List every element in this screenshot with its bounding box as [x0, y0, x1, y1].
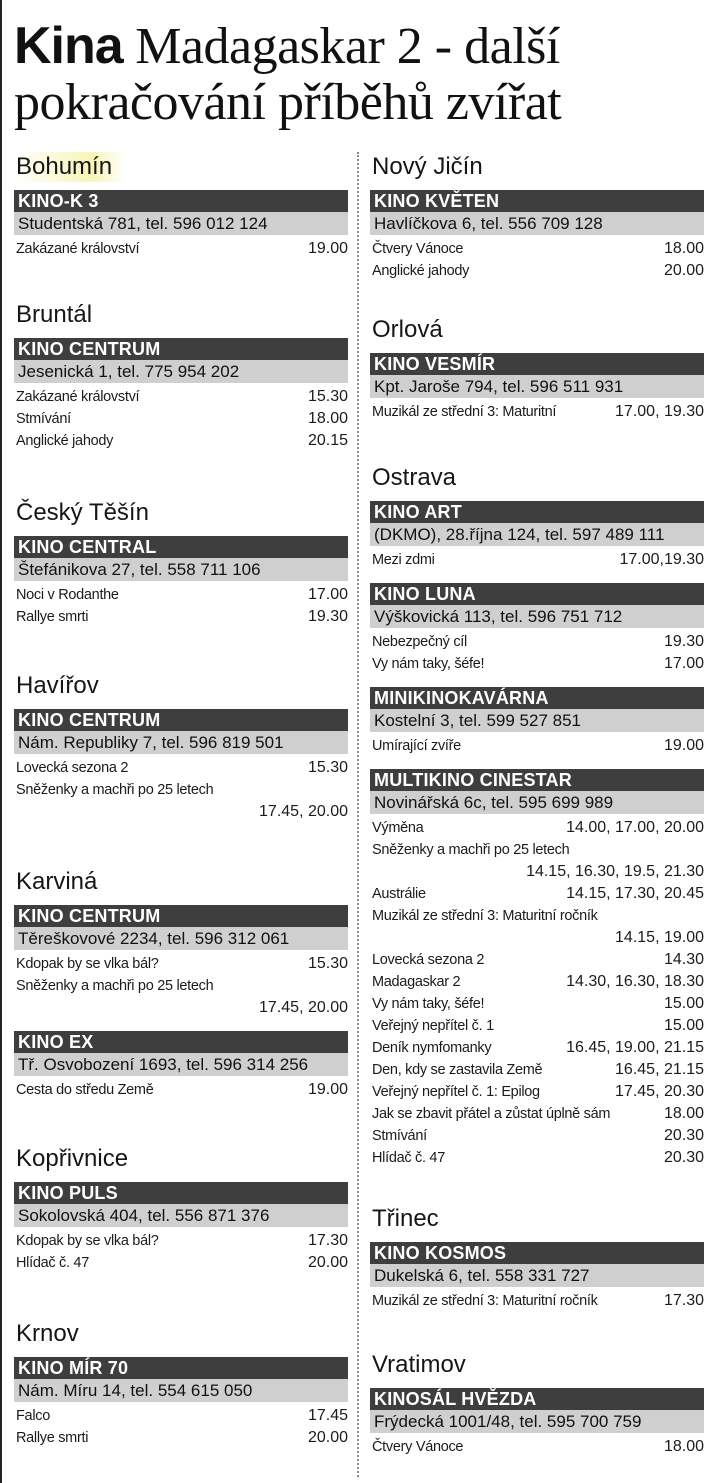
cinema-name: KINO-K 3	[14, 190, 348, 212]
show-times: 16.45, 21.15	[615, 1061, 704, 1078]
showtime-row	[370, 549, 704, 571]
show-times: 19.00	[307, 240, 348, 257]
showtime-row	[14, 1252, 348, 1274]
city-section	[14, 1319, 348, 1449]
film-title: Veřejný nepřítel č. 1	[372, 1018, 494, 1034]
showtime-row	[14, 779, 348, 823]
cinema-name: KINOSÁL HVĚZDA	[370, 1388, 704, 1410]
cinema-listing	[370, 687, 704, 757]
show-times: 19.00	[663, 737, 704, 754]
film-title: Vy nám taky, šéfe!	[372, 656, 485, 672]
film-title: Muzikál ze střední 3: Maturitní ročník	[372, 908, 598, 924]
cinema-address: Nám. Republiky 7, tel. 596 819 501	[14, 731, 348, 754]
cinema-address: Výškovická 113, tel. 596 751 712	[370, 605, 704, 628]
showtime-row	[370, 1103, 704, 1125]
show-times: 16.45, 19.00, 21.15	[566, 1039, 704, 1056]
film-title: Lovecká sezona 2	[372, 952, 485, 968]
showtime-row	[14, 1427, 348, 1449]
cinema-address: Nám. Míru 14, tel. 554 615 050	[14, 1379, 348, 1402]
cinema-listing	[370, 769, 704, 1169]
cinema-listing	[370, 353, 704, 423]
film-title: Čtvery Vánoce	[372, 1439, 464, 1455]
film-title: Den, kdy se zastavila Země	[372, 1062, 543, 1078]
show-times: 17.45, 20.00	[259, 803, 348, 820]
film-title: Stmívání	[16, 411, 71, 427]
film-title: Madagaskar 2	[372, 974, 461, 990]
showtime-row	[370, 1037, 704, 1059]
show-times: 14.15, 17.30, 20.45	[566, 885, 704, 902]
cinema-address: Tř. Osvobození 1693, tel. 596 314 256	[14, 1053, 348, 1076]
title-line-2: pokračování příběhů zvířat	[14, 74, 562, 131]
city-heading: Orlová	[372, 316, 443, 343]
city-heading: Bohumín	[14, 152, 126, 182]
film-title: Austrálie	[372, 886, 426, 902]
film-title: Sněženky a machři po 25 letech	[372, 842, 570, 858]
film-title: Čtvery Vánoce	[372, 241, 464, 257]
show-times: 20.00	[663, 262, 704, 279]
showtime-row	[370, 1436, 704, 1458]
show-times: 17.00,19.30	[619, 551, 704, 568]
city-heading: Havířov	[16, 672, 99, 699]
show-times: 18.00	[307, 410, 348, 427]
cinema-address: Štefánikova 27, tel. 558 711 106	[14, 558, 348, 581]
show-times: 15.30	[307, 955, 348, 972]
show-times: 14.30, 16.30, 18.30	[566, 973, 704, 990]
film-title: Falco	[16, 1408, 50, 1424]
city-section	[14, 1144, 348, 1274]
cinema-address: Sokolovská 404, tel. 556 871 376	[14, 1204, 348, 1227]
film-title: Veřejný nepřítel č. 1: Epilog	[372, 1084, 540, 1100]
showtime-row	[370, 993, 704, 1015]
film-title: Nebezpečný cíl	[372, 634, 467, 650]
cinema-listing	[14, 190, 348, 260]
page-title	[14, 18, 714, 131]
cinema-name: KINO ART	[370, 501, 704, 523]
film-title: Výměna	[372, 820, 424, 836]
cinema-listing	[370, 190, 704, 282]
cinema-address: Kpt. Jaroše 794, tel. 596 511 931	[370, 375, 704, 398]
film-title: Muzikál ze střední 3: Maturitní ročník	[372, 1293, 598, 1309]
cinema-name: KINO KOSMOS	[370, 1242, 704, 1264]
showtime-row	[370, 883, 704, 905]
city-heading: Nový Jičín	[372, 153, 483, 180]
showtime-row	[370, 839, 704, 883]
show-times: 20.00	[307, 1429, 348, 1446]
showtime-row	[370, 949, 704, 971]
cinema-name: KINO CENTRUM	[14, 338, 348, 360]
show-times: 17.00	[307, 586, 348, 603]
showtime-row	[14, 430, 348, 452]
city-section	[14, 152, 348, 260]
showtime-row	[370, 1125, 704, 1147]
showtime-row	[370, 401, 704, 423]
film-title: Noci v Rodanthe	[16, 587, 119, 603]
city-heading: Karviná	[16, 868, 98, 895]
city-section	[370, 152, 704, 282]
city-section	[14, 867, 348, 1101]
show-times: 19.00	[307, 1081, 348, 1098]
city-section	[14, 498, 348, 628]
cinema-listing	[14, 1031, 348, 1101]
film-title: Lovecká sezona 2	[16, 760, 129, 776]
cinema-address: (DKMO), 28.října 124, tel. 597 489 111	[370, 523, 704, 546]
film-title: Zakázané království	[16, 241, 140, 257]
show-times: 14.30	[663, 951, 704, 968]
cinema-name: KINO KVĚTEN	[370, 190, 704, 212]
cinema-listing	[14, 536, 348, 628]
film-title: Rallye smrti	[16, 609, 89, 625]
showtime-row	[370, 1290, 704, 1312]
cinema-listing	[14, 338, 348, 452]
film-title: Kdopak by se vlka bál?	[16, 1233, 159, 1249]
showtime-row	[370, 735, 704, 757]
film-title: Deník nymfomanky	[372, 1040, 492, 1056]
title-line-1: Madagaskar 2 - další	[135, 18, 560, 75]
city-heading: Třinec	[372, 1205, 439, 1232]
cinema-name: KINO VESMÍR	[370, 353, 704, 375]
show-times: 17.00	[663, 655, 704, 672]
show-times: 20.30	[663, 1127, 704, 1144]
show-times: 17.30	[663, 1292, 704, 1309]
film-title: Jak se zbavit přátel a zůstat úplně sám	[372, 1106, 611, 1122]
city-heading: Krnov	[16, 1320, 79, 1347]
film-title: Vy nám taky, šéfe!	[372, 996, 485, 1012]
showtime-row	[14, 386, 348, 408]
cinema-address: Kostelní 3, tel. 599 527 851	[370, 709, 704, 732]
showtime-row	[14, 1405, 348, 1427]
show-times: 17.30	[307, 1232, 348, 1249]
cinema-address: Studentská 781, tel. 596 012 124	[14, 212, 348, 235]
cinema-name: KINO EX	[14, 1031, 348, 1053]
column-divider	[357, 152, 359, 1477]
cinema-address: Dukelská 6, tel. 558 331 727	[370, 1264, 704, 1287]
showtime-row	[370, 1147, 704, 1169]
show-times: 17.00, 19.30	[615, 403, 704, 420]
cinema-name: MINIKINOKAVÁRNA	[370, 687, 704, 709]
showtime-row	[370, 905, 704, 949]
film-title: Sněženky a machři po 25 letech	[16, 782, 214, 798]
show-times: 15.30	[307, 759, 348, 776]
cinema-address: Havlíčkova 6, tel. 556 709 128	[370, 212, 704, 235]
city-heading: Český Těšín	[16, 499, 149, 526]
cinema-name: KINO CENTRAL	[14, 536, 348, 558]
film-title: Anglické jahody	[372, 263, 470, 279]
show-times: 20.00	[307, 1254, 348, 1271]
show-times: 19.30	[307, 608, 348, 625]
showtime-row	[370, 631, 704, 653]
cinema-name: KINO LUNA	[370, 583, 704, 605]
film-title: Kdopak by se vlka bál?	[16, 956, 159, 972]
show-times: 18.00	[663, 1438, 704, 1455]
film-title: Hlídač č. 47	[16, 1255, 89, 1271]
film-title: Mezi zdmi	[372, 552, 435, 568]
city-heading: Kopřivnice	[16, 1145, 129, 1172]
show-times: 20.15	[307, 432, 348, 449]
cinema-listing	[14, 709, 348, 823]
city-section	[14, 300, 348, 452]
showtime-row	[14, 1230, 348, 1252]
cinema-listing	[14, 1182, 348, 1274]
cinema-listing	[370, 1242, 704, 1312]
cinema-listing	[370, 501, 704, 571]
city-section	[370, 315, 704, 423]
show-times: 14.15, 16.30, 19.5, 21.30	[526, 863, 704, 880]
showtime-row	[14, 953, 348, 975]
film-title: Stmívání	[372, 1128, 427, 1144]
show-times: 18.00	[663, 240, 704, 257]
film-title: Zakázané království	[16, 389, 140, 405]
showtime-row	[370, 653, 704, 675]
city-section	[370, 463, 704, 1169]
film-title: Umírající zvíře	[372, 738, 461, 754]
show-times: 18.00	[663, 1105, 704, 1122]
show-times: 17.45	[307, 1407, 348, 1424]
cinema-name: KINO CENTRUM	[14, 709, 348, 731]
film-title: Anglické jahody	[16, 433, 114, 449]
showtime-row	[370, 1081, 704, 1103]
city-heading: Vratimov	[372, 1351, 466, 1378]
show-times: 14.00, 17.00, 20.00	[566, 819, 704, 836]
cinema-listing	[370, 1388, 704, 1458]
cinema-name: MULTIKINO CINESTAR	[370, 769, 704, 791]
cinema-address: Novinářská 6c, tel. 595 699 989	[370, 791, 704, 814]
city-section	[14, 671, 348, 823]
cinema-listing	[14, 1357, 348, 1449]
showtime-row	[14, 757, 348, 779]
showtime-row	[370, 238, 704, 260]
show-times: 19.30	[663, 633, 704, 650]
cinema-address: Jesenická 1, tel. 775 954 202	[14, 360, 348, 383]
show-times: 17.45, 20.00	[259, 999, 348, 1016]
showtime-row	[14, 408, 348, 430]
film-title: Hlídač č. 47	[372, 1150, 445, 1166]
showtime-row	[370, 1059, 704, 1081]
showtime-row	[14, 238, 348, 260]
film-title: Sněženky a machři po 25 letech	[16, 978, 214, 994]
showtime-row	[370, 971, 704, 993]
showtime-row	[14, 606, 348, 628]
showtime-row	[370, 260, 704, 282]
city-heading: Bruntál	[16, 301, 93, 328]
title-keyword: Kina	[14, 17, 123, 75]
showtime-row	[14, 584, 348, 606]
cinema-name: KINO CENTRUM	[14, 905, 348, 927]
film-title: Muzikál ze střední 3: Maturitní	[372, 404, 557, 420]
show-times: 15.00	[663, 995, 704, 1012]
show-times: 20.30	[663, 1149, 704, 1166]
cinema-address: Těreškovové 2234, tel. 596 312 061	[14, 927, 348, 950]
cinema-address: Frýdecká 1001/48, tel. 595 700 759	[370, 1410, 704, 1433]
city-section	[370, 1350, 704, 1458]
city-heading: Ostrava	[372, 464, 457, 491]
cinema-name: KINO PULS	[14, 1182, 348, 1204]
film-title: Rallye smrti	[16, 1430, 89, 1446]
film-title: Cesta do středu Země	[16, 1082, 154, 1098]
show-times: 17.45, 20.30	[615, 1083, 704, 1100]
cinema-listing	[370, 583, 704, 675]
cinema-name: KINO MÍR 70	[14, 1357, 348, 1379]
cinema-listing	[14, 905, 348, 1019]
showtime-row	[14, 1079, 348, 1101]
city-section	[370, 1204, 704, 1312]
showtime-row	[370, 1015, 704, 1037]
show-times: 15.30	[307, 388, 348, 405]
showtime-row	[370, 817, 704, 839]
show-times: 15.00	[663, 1017, 704, 1034]
show-times: 14.15, 19.00	[615, 929, 704, 946]
showtime-row	[14, 975, 348, 1019]
